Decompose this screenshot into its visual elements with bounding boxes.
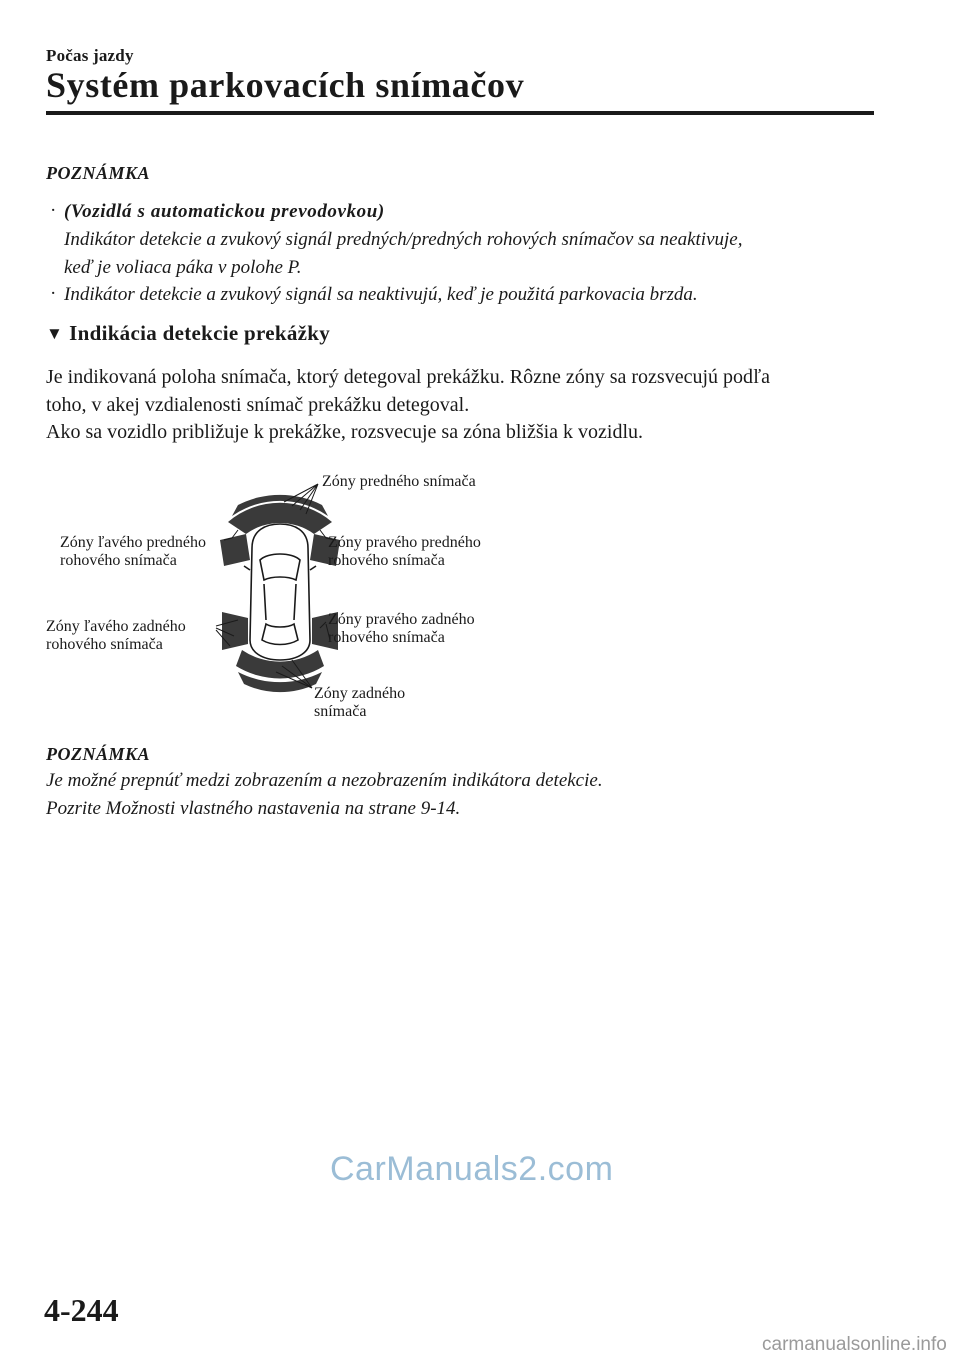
left-front-corner-zone [220,534,250,566]
page-title: Systém parkovacích snímačov [46,65,525,105]
body-text: Je indikovaná poloha snímača, ktorý detegoval prekážku. Rôzne zóny sa rozsvecujú podľa [46,366,771,388]
car-icon [244,524,316,660]
label-line: snímača [314,703,367,720]
triangle-down-icon: ▼ [46,324,64,343]
label-line: Zóny pravého zadného [328,611,475,628]
note-text: Je možné prepnúť medzi zobrazením a nezobrazením indikátora detekcie. [46,770,603,791]
parking-sensor-diagram [0,458,960,728]
note-text: Pozrite Možnosti vlastného nastavenia na strane 9-14. [46,798,461,819]
label-left-rear-corner [46,618,186,654]
body-text: toho, v akej vzdialenosti snímač prekážku detegoval. [46,394,470,416]
label-line: Zóny ľavého zadného [46,618,186,635]
label-line: rohového snímača [60,552,177,569]
label-left-front-corner [60,534,206,570]
label-line: Zóny pravého predného [328,534,481,551]
note-item-text: keď je voliaca páka v polohe P. [64,257,302,278]
label-line: rohového snímača [328,552,445,569]
title-divider [46,111,874,115]
note-item-title: (Vozidlá s automatickou prevodovkou) [64,201,385,222]
label-line: Zóny ľavého predného [60,534,207,551]
label-line: rohového snímača [46,636,163,653]
section-label: Počas jazdy [46,46,134,65]
label-line: rohového snímača [328,629,445,646]
note-heading: POZNÁMKA [46,163,151,183]
subsection-title: Indikácia detekcie prekážky [69,321,331,345]
bullet-icon: · [50,200,57,221]
page-number: 4-244 [44,1292,119,1328]
label-line: Zóny zadného [314,685,406,702]
bullet-icon: · [50,283,57,304]
label-right-rear-corner [328,611,475,647]
left-rear-corner-zone [222,612,248,650]
subsection-heading [46,321,330,346]
label-rear-sensor [314,685,405,721]
body-text: Ako sa vozidlo približuje k prekážke, rozsvecuje sa zóna bližšia k vozidlu. [46,421,644,443]
note-item-text: Indikátor detekcie a zvukový signál sa neaktivujú, keď je použitá parkovacia brzda. [64,284,698,305]
watermark-logo: CarManuals2.com [330,1150,614,1188]
site-mark: carmanualsonline.info [762,1334,947,1355]
label-front-sensor: Zóny predného snímača [322,473,476,490]
note-item-text: Indikátor detekcie a zvukový signál predných/predných rohových snímačov sa neaktivuje, [64,229,743,250]
note-heading: POZNÁMKA [46,744,151,764]
label-right-front-corner [328,534,481,570]
